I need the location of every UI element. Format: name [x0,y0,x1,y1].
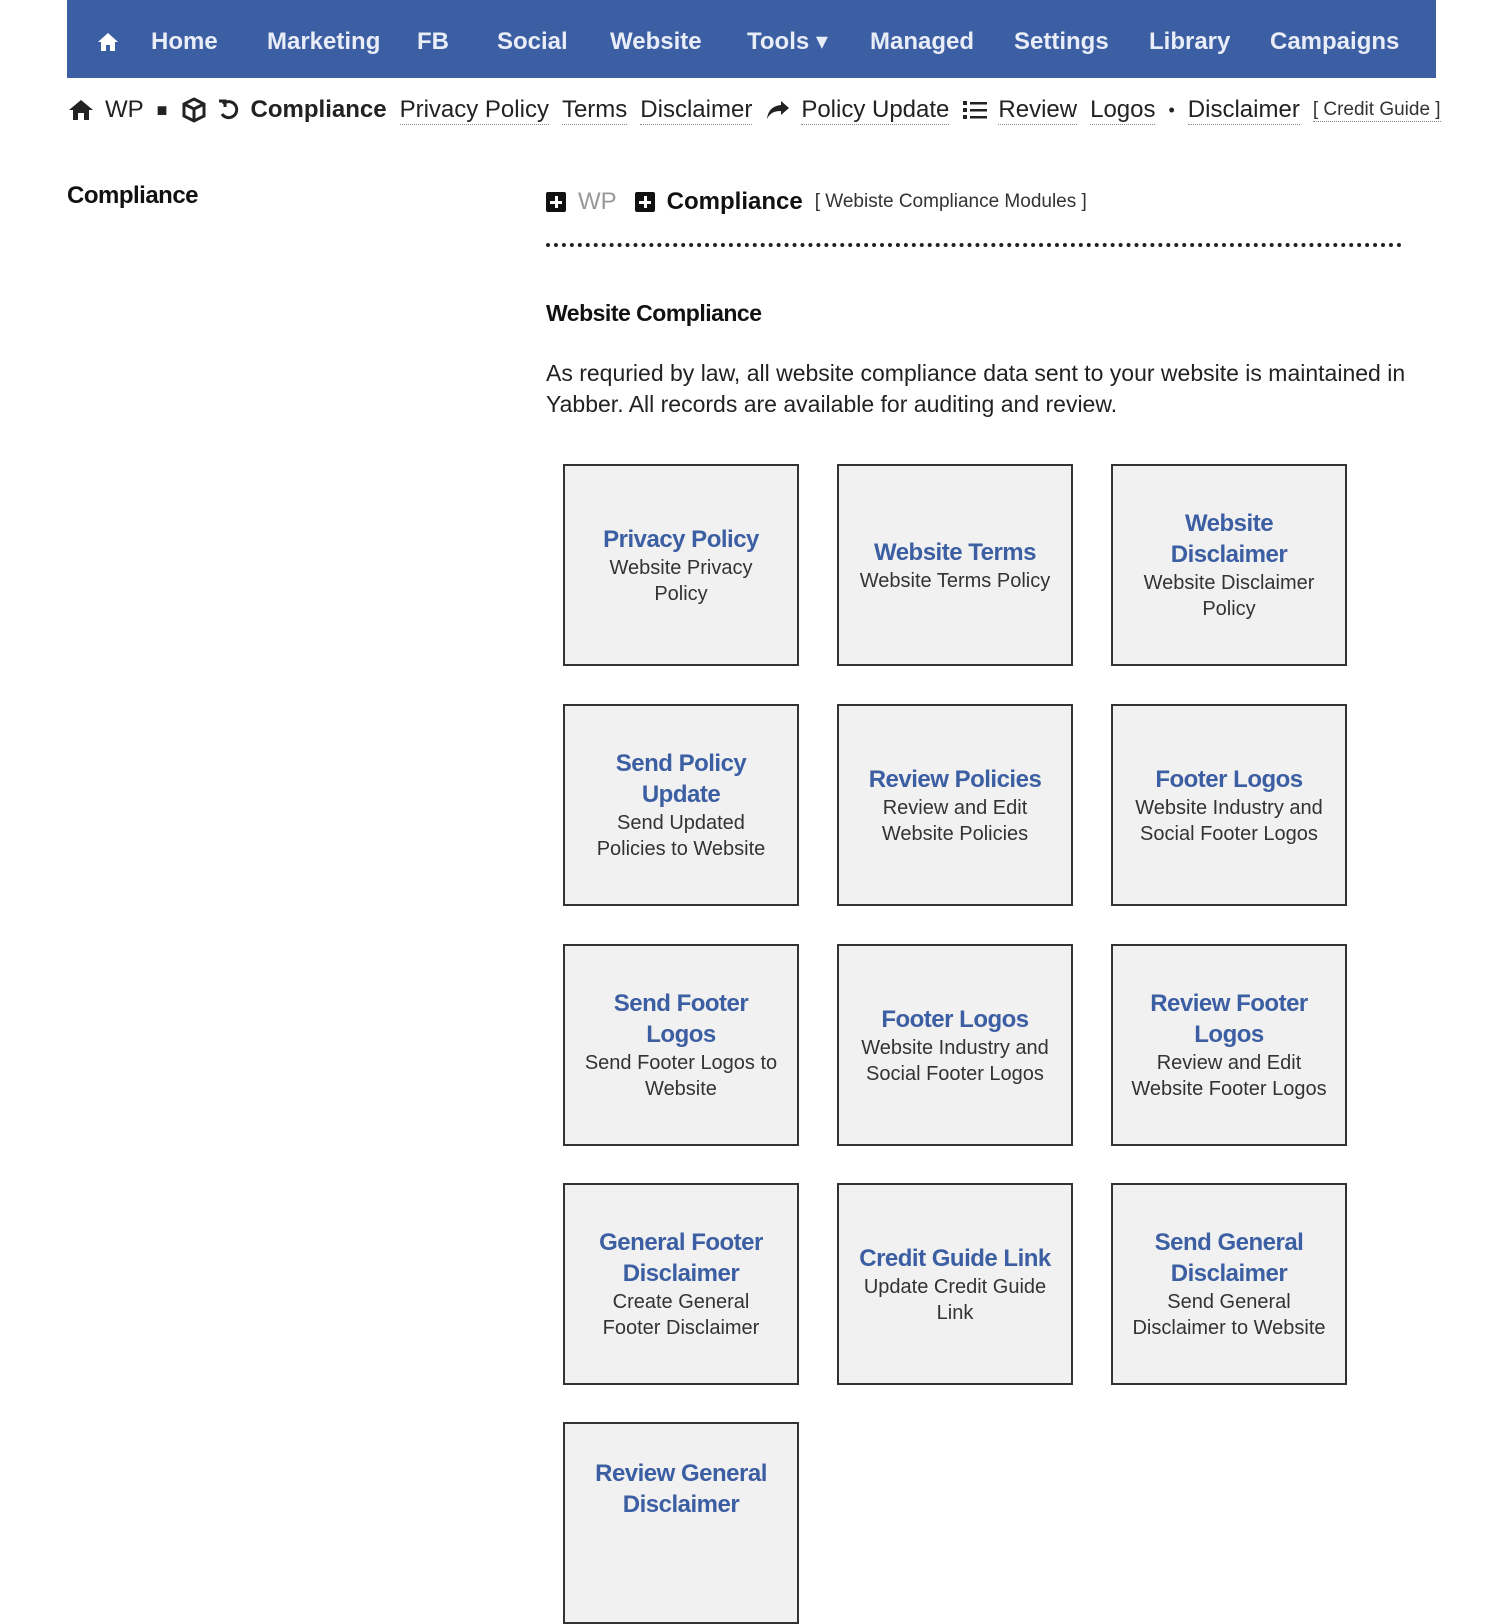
nav-item-tools[interactable]: Tools ▾ [747,28,828,55]
home-icon[interactable] [67,98,95,122]
tile-title: Footer Logos [881,1005,1029,1033]
tile-privacy-policy[interactable] [563,464,799,666]
tile-send-footer-logos[interactable] [563,944,799,1146]
nav-item-managed[interactable]: Managed [870,28,975,55]
tile-description: Send Footer Logos to Website [584,1052,778,1100]
tile-title: Footer Logos [1155,765,1303,793]
tile-description: Review and Edit Website Footer Logos [1131,1052,1327,1100]
nav-item-website[interactable]: Website [610,28,702,55]
tile-footer-logos-2[interactable] [837,944,1073,1146]
sidebar-title: Compliance [67,182,199,209]
tile-description: Website Disclaimer Policy [1143,572,1315,620]
tile-website-disclaimer[interactable] [1111,464,1347,666]
breadcrumb-compliance[interactable]: Compliance [250,96,387,123]
page-description: As requried by law, all website compliance data sent to your website is maintained in Yabber. All records are available for auditing and review. [546,360,1406,417]
cube-icon[interactable] [181,97,207,123]
top-nav-bar [67,0,1436,78]
link-disclaimer-general[interactable]: Disclaimer [1187,95,1300,123]
tile-description: Review and Edit Website Policies [881,796,1029,845]
page-title: Website Compliance [546,300,762,326]
tile-review-policies[interactable] [837,704,1073,906]
separator-dot: • [1168,99,1175,120]
section-compliance-title: Compliance [666,188,803,215]
separator-dot: ■ [156,99,168,120]
section-modules-label: [ Webiste Compliance Modules ] [814,191,1087,212]
tile-review-general-disclaimer[interactable] [563,1422,799,1624]
tile-website-terms[interactable] [837,464,1073,666]
tile-description: Website Industry and Social Footer Logos [861,1036,1049,1085]
section-wp-link[interactable]: WP [578,188,617,215]
tile-title: Website Disclaimer [1170,510,1288,568]
tile-title: Review General Disclaimer [595,1460,767,1518]
breadcrumb-wp[interactable]: WP [105,96,144,123]
link-credit-guide[interactable]: [ Credit Guide ] [1312,98,1441,120]
nav-item-settings[interactable]: Settings [1014,28,1109,55]
link-terms[interactable]: Terms [561,95,628,123]
tile-credit-guide-link[interactable] [837,1183,1073,1385]
tile-description: Website Privacy Policy [609,556,753,605]
nav-item-campaigns[interactable]: Campaigns [1270,28,1400,55]
tile-title: Send Policy Update [615,750,747,808]
tile-description: Website Terms Policy [859,569,1051,592]
link-review[interactable]: Review [998,95,1078,123]
undo-icon[interactable] [217,98,241,122]
tile-send-general-disclaimer[interactable] [1111,1183,1347,1385]
tile-send-policy-update[interactable] [563,704,799,906]
nav-item-library[interactable]: Library [1149,28,1231,55]
nav-item-fb[interactable]: FB [417,28,449,55]
tile-title: Review Footer Logos [1150,990,1308,1048]
tile-title: Website Terms [873,538,1036,566]
tile-title: Credit Guide Link [859,1244,1051,1272]
link-disclaimer[interactable]: Disclaimer [640,95,753,123]
tile-title: Send General Disclaimer [1154,1229,1304,1287]
link-logos[interactable]: Logos [1090,95,1156,123]
tile-general-footer-disclaimer[interactable] [563,1183,799,1385]
tile-title: General Footer Disclaimer [599,1229,763,1287]
tile-description: Create General Footer Disclaimer [602,1291,760,1339]
list-icon[interactable] [962,99,988,121]
tile-description: Update Credit Guide Link [863,1275,1047,1324]
tile-footer-logos[interactable] [1111,704,1347,906]
tile-title: Privacy Policy [603,525,759,553]
tile-description: Website Industry and Social Footer Logos [1135,796,1323,845]
tile-review-footer-logos[interactable] [1111,944,1347,1146]
breadcrumb [67,92,1441,128]
tile-title: Send Footer Logos [613,990,749,1048]
link-privacy-policy[interactable]: Privacy Policy [399,95,549,123]
tile-title: Review Policies [868,765,1042,793]
expand-plus-icon[interactable] [546,192,566,212]
nav-item-marketing[interactable]: Marketing [267,28,381,55]
share-arrow-icon[interactable] [765,99,791,121]
link-policy-update[interactable]: Policy Update [801,95,950,123]
tile-description: Send Updated Policies to Website [596,812,766,860]
home-icon[interactable] [97,32,119,52]
expand-plus-icon[interactable] [635,192,655,212]
nav-item-social[interactable]: Social [497,28,568,55]
section-header [546,184,1087,220]
tile-description: Send General Disclaimer to Website [1132,1291,1326,1339]
nav-item-home[interactable]: Home [151,28,218,55]
divider [546,243,1402,247]
